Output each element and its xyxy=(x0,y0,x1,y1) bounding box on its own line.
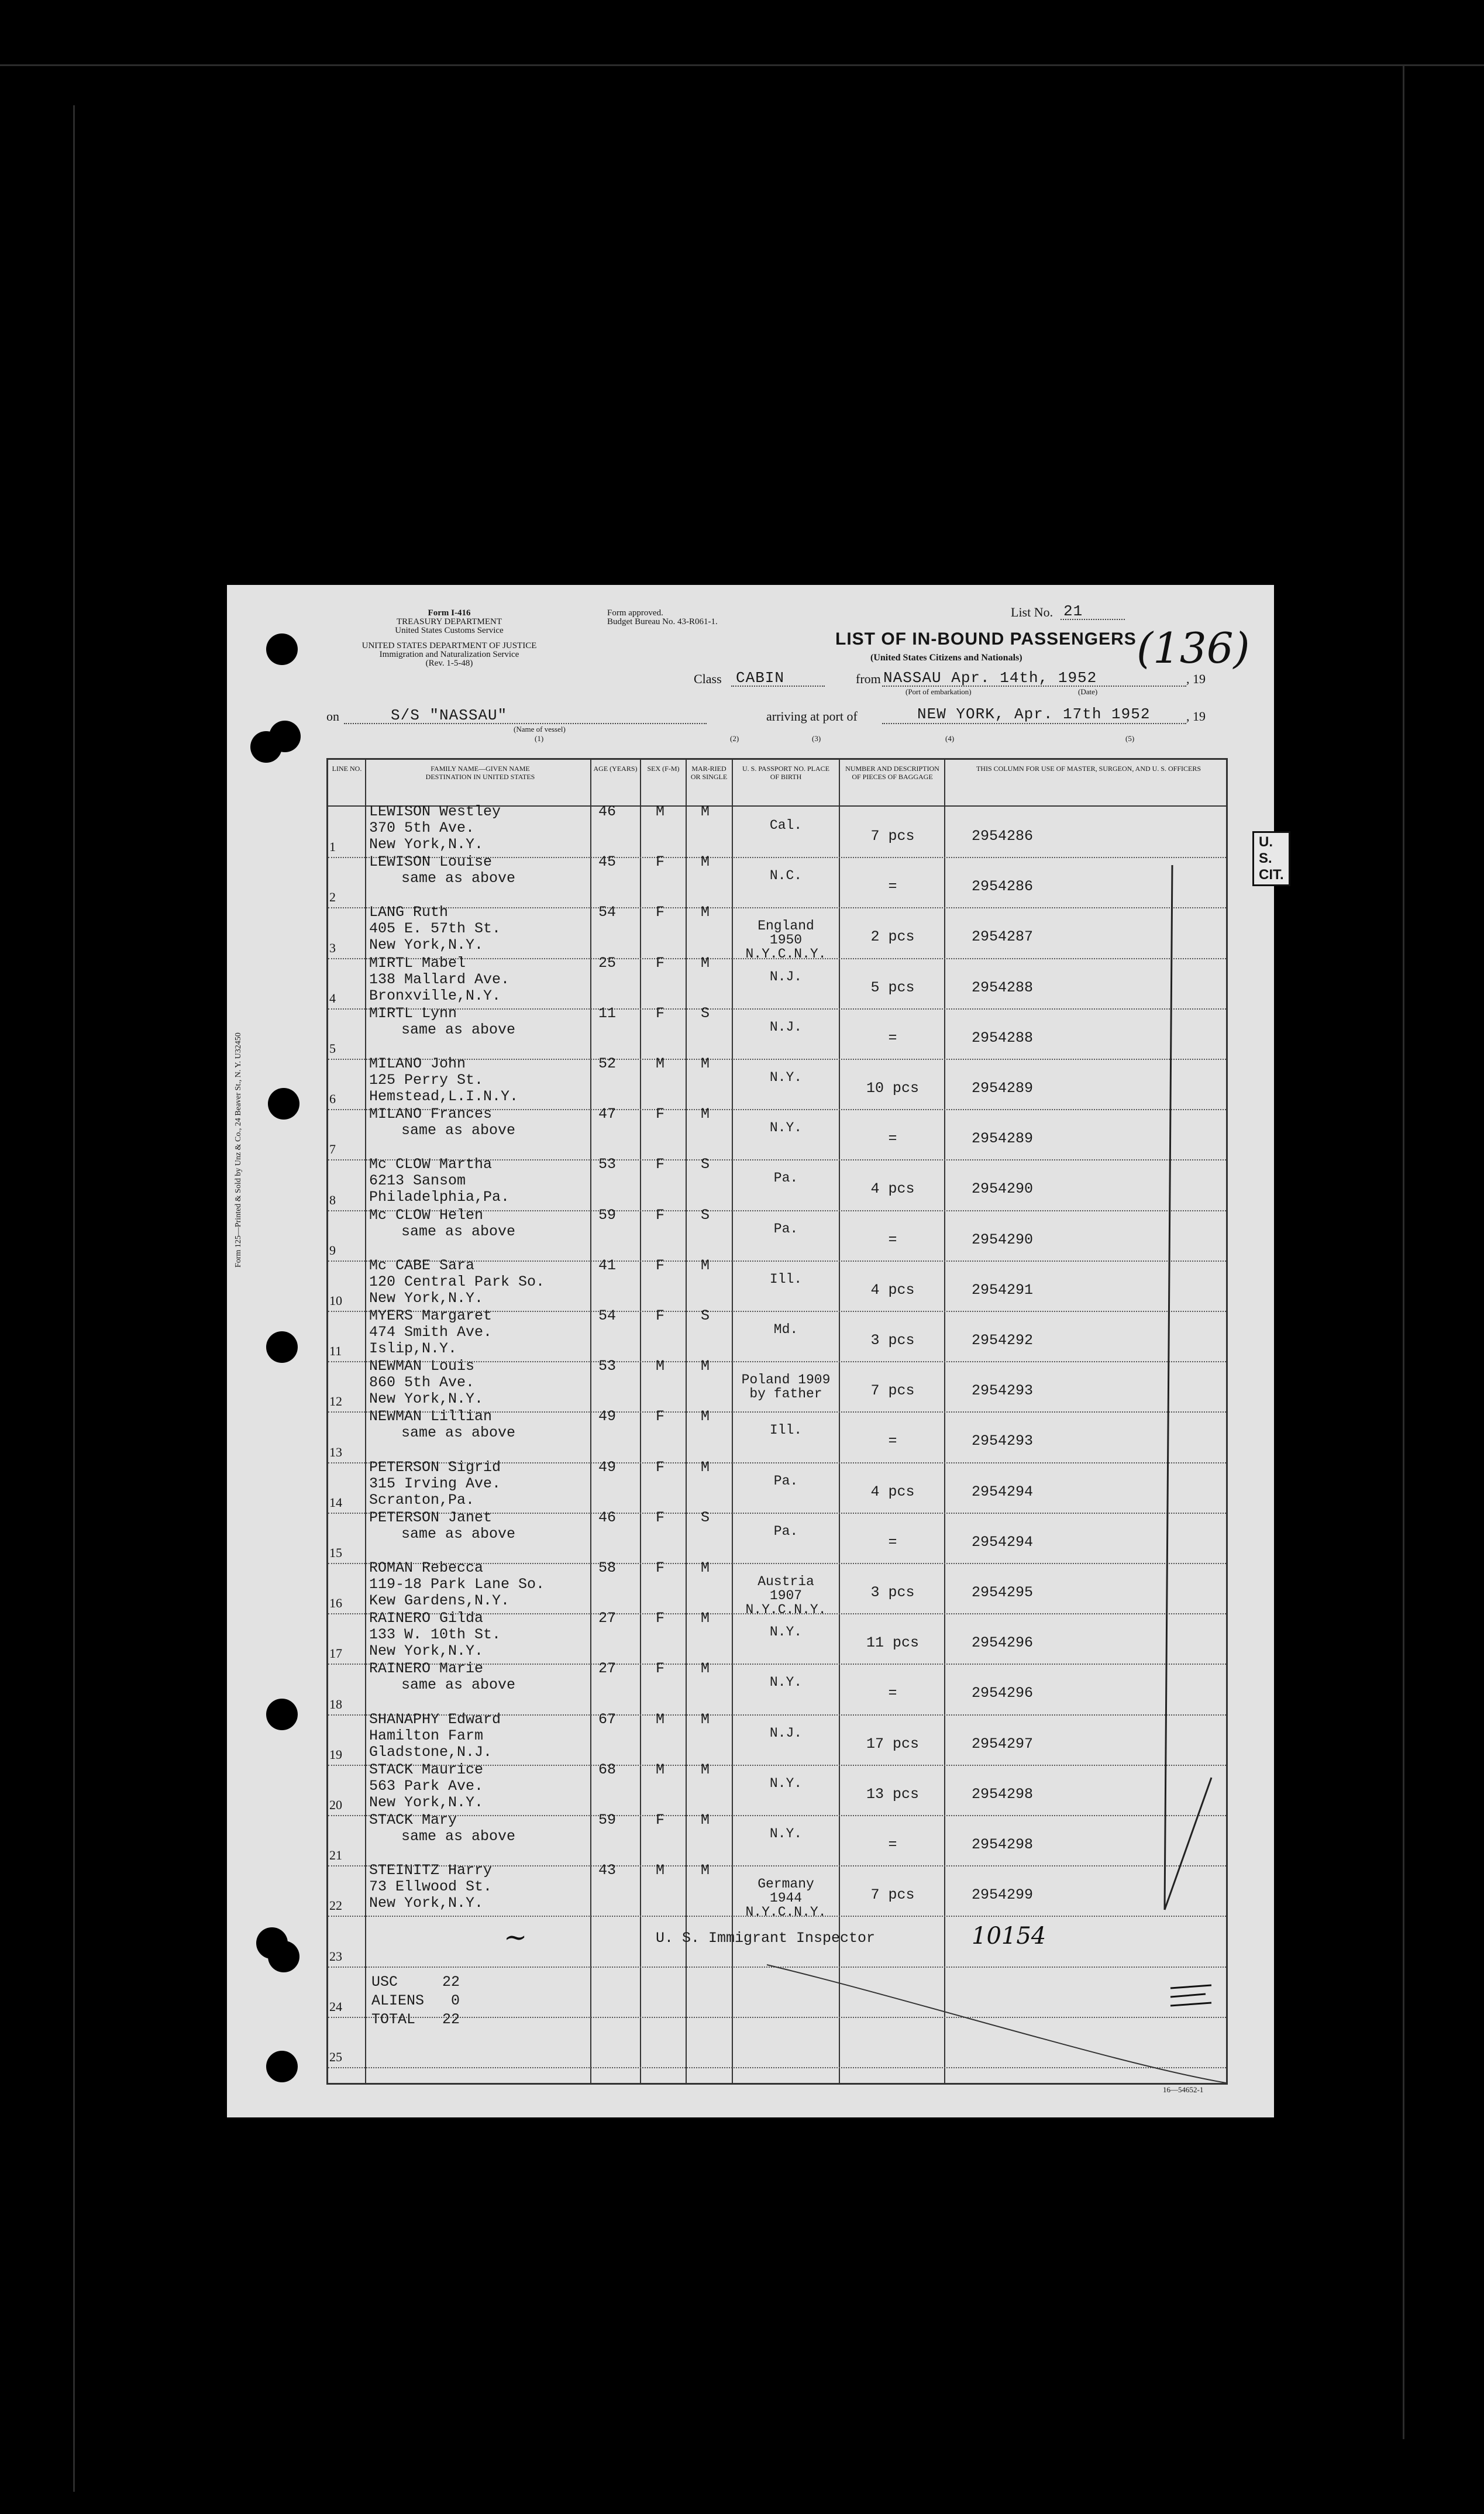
passenger-baggage: 4 pcs xyxy=(870,1281,915,1299)
passenger-marital: M xyxy=(701,803,710,820)
passenger-address: 119-18 Park Lane So. xyxy=(369,1576,545,1593)
line-number: 11 xyxy=(329,1344,342,1359)
punch-hole xyxy=(266,2051,298,2082)
passenger-sex: M xyxy=(656,1055,665,1072)
passenger-address: same as above xyxy=(401,1424,516,1442)
officer-check-line xyxy=(328,760,1226,2083)
customs-service: United States Customs Service xyxy=(395,626,504,635)
passenger-address: same as above xyxy=(401,870,516,887)
from-value: NASSAU Apr. 14th, 1952 xyxy=(883,669,1097,687)
passenger-birthplace: N.C. xyxy=(769,868,803,884)
passenger-address: 125 Perry St. xyxy=(369,1072,484,1089)
passenger-birthplace: N.Y. xyxy=(769,1070,803,1085)
passenger-sex: F xyxy=(656,1509,665,1526)
form-number: Form I-416 xyxy=(428,608,471,618)
passenger-sex: M xyxy=(656,803,665,820)
passenger-baggage: = xyxy=(888,1685,897,1702)
passenger-officer-number: 2954293 xyxy=(972,1432,1034,1450)
passenger-officer-number: 2954298 xyxy=(972,1785,1034,1803)
passenger-sex: F xyxy=(656,1004,665,1022)
passenger-marital: S xyxy=(701,1206,710,1224)
passenger-sex: F xyxy=(656,904,665,921)
passenger-marital: M xyxy=(701,1660,710,1678)
passenger-birthplace: N.Y. xyxy=(769,1775,803,1791)
line-number: 25 xyxy=(329,2050,342,2064)
passenger-marital: M xyxy=(701,1055,710,1072)
passenger-baggage: 17 pcs xyxy=(866,1735,919,1752)
passenger-baggage: 13 pcs xyxy=(866,1785,919,1803)
passenger-sex: M xyxy=(656,1862,665,1879)
passenger-baggage: 3 pcs xyxy=(870,1584,915,1601)
line-number: 1 xyxy=(329,839,336,855)
passenger-name: LEWISON Westley xyxy=(369,803,501,820)
budget-bureau: Budget Bureau No. 43-R061-1. xyxy=(607,617,718,626)
vessel-caption: (Name of vessel) xyxy=(514,725,566,733)
passenger-officer-number: 2954288 xyxy=(972,979,1034,996)
passenger-marital: M xyxy=(701,1106,710,1123)
treasury-department: TREASURY DEPARTMENT xyxy=(396,617,502,626)
passenger-officer-number: 2954294 xyxy=(972,1483,1034,1500)
line-number: 17 xyxy=(329,1646,342,1661)
line-number: 12 xyxy=(329,1394,342,1409)
passenger-address: Hamilton Farm xyxy=(369,1727,484,1744)
passenger-list-page xyxy=(227,585,1284,2117)
passenger-marital: M xyxy=(701,1559,710,1576)
column-number-3: (3) xyxy=(812,734,821,743)
passenger-age: 54 xyxy=(598,904,617,921)
header-name: FAMILY NAME—GIVEN NAME DESTINATION IN UNITED STATES xyxy=(425,764,535,781)
passenger-sex: M xyxy=(656,1710,665,1728)
passenger-age: 49 xyxy=(598,1458,617,1476)
passenger-marital: M xyxy=(701,1761,710,1778)
passenger-address: 6213 Sansom xyxy=(369,1172,466,1190)
passenger-city: Hemstead,L.I.N.Y. xyxy=(369,1088,519,1105)
passenger-sex: F xyxy=(656,1812,665,1828)
aliens-value: 0 xyxy=(451,1992,460,2009)
passenger-birthplace: Ill. xyxy=(769,1271,803,1287)
punch-hole xyxy=(266,1331,298,1363)
passenger-baggage: 7 pcs xyxy=(870,1886,915,1904)
passenger-marital: M xyxy=(701,1256,710,1274)
line-number: 16 xyxy=(329,1596,342,1611)
passenger-marital: M xyxy=(701,1458,710,1476)
usc-value: 22 xyxy=(442,1974,460,1990)
passenger-baggage: = xyxy=(888,1432,897,1450)
line-number: 9 xyxy=(329,1242,336,1258)
line-number: 23 xyxy=(329,1948,342,1964)
passenger-birthplace: England 1950 N.Y.C.N.Y. xyxy=(745,918,827,962)
embarkation-caption: (Port of embarkation) xyxy=(905,687,972,696)
passenger-name: STACK Mary xyxy=(369,1812,457,1828)
passenger-sex: F xyxy=(656,1610,665,1627)
passenger-birthplace: Austria 1907 N.Y.C.N.Y. xyxy=(745,1574,827,1617)
line-number: 2 xyxy=(329,890,336,905)
vessel-value: S/S "NASSAU" xyxy=(391,707,508,724)
passenger-sex: M xyxy=(656,1761,665,1778)
passenger-name: MILANO John xyxy=(369,1055,466,1072)
passenger-birthplace: N.Y. xyxy=(769,1826,803,1841)
passenger-city: Islip,N.Y. xyxy=(369,1340,457,1357)
inspector-label: U. S. Immigrant Inspector xyxy=(656,1930,876,1947)
line-number: 18 xyxy=(329,1696,342,1711)
passenger-address: 405 E. 57th St. xyxy=(369,920,501,938)
passenger-city: Bronxville,N.Y. xyxy=(369,987,501,1004)
department-of-justice: UNITED STATES DEPARTMENT OF JUSTICE xyxy=(361,641,537,650)
passenger-marital: M xyxy=(701,1710,710,1728)
usc-label: USC xyxy=(371,1974,398,1990)
passenger-age: 59 xyxy=(598,1812,617,1828)
passenger-address: 138 Mallard Ave. xyxy=(369,970,510,988)
passenger-sex: F xyxy=(656,1408,665,1425)
passenger-city: New York,N.Y. xyxy=(369,1642,484,1660)
passenger-baggage: = xyxy=(888,878,897,896)
passenger-address: 73 Ellwood St. xyxy=(369,1878,493,1896)
passenger-name: LEWISON Louise xyxy=(369,853,493,871)
arriving-label: arriving at port of xyxy=(766,709,858,724)
passenger-name: SHANAPHY Edward xyxy=(369,1710,501,1728)
passenger-city: Philadelphia,Pa. xyxy=(369,1189,510,1206)
passenger-marital: M xyxy=(701,1610,710,1627)
ins-service: Immigration and Naturalization Service xyxy=(379,650,519,659)
passenger-city: Gladstone,N.J. xyxy=(369,1743,493,1761)
passenger-baggage: 2 pcs xyxy=(870,928,915,946)
passenger-address: same as above xyxy=(401,1828,516,1845)
passenger-age: 49 xyxy=(598,1408,617,1425)
passenger-sex: F xyxy=(656,1156,665,1173)
passenger-age: 46 xyxy=(598,803,617,820)
line-number: 7 xyxy=(329,1142,336,1157)
passenger-birthplace: N.Y. xyxy=(769,1624,803,1640)
passenger-age: 46 xyxy=(598,1509,617,1526)
passenger-name: ROMAN Rebecca xyxy=(369,1559,484,1576)
passenger-address: same as above xyxy=(401,1676,516,1694)
vessel-dots xyxy=(344,723,707,724)
passenger-name: MIRTL Mabel xyxy=(369,954,466,972)
column-number-5: (5) xyxy=(1125,734,1135,743)
passenger-baggage: 4 pcs xyxy=(870,1180,915,1198)
frame-left-line xyxy=(73,105,75,2492)
passenger-baggage: 3 pcs xyxy=(870,1332,915,1349)
passenger-marital: S xyxy=(701,1509,710,1526)
passenger-baggage: 10 pcs xyxy=(866,1080,919,1097)
punch-hole xyxy=(268,1941,299,1972)
from-dots xyxy=(882,686,1186,687)
inspector-number: 10154 xyxy=(972,1923,1046,1950)
line-number: 24 xyxy=(329,1999,342,2014)
passenger-officer-number: 2954299 xyxy=(972,1886,1034,1904)
passenger-marital: M xyxy=(701,1358,710,1375)
passenger-address: 133 W. 10th St. xyxy=(369,1626,501,1644)
frame-right-line xyxy=(1403,64,1404,2439)
line-number: 5 xyxy=(329,1041,336,1056)
aliens-label: ALIENS xyxy=(371,1992,425,2009)
passenger-birthplace: N.J. xyxy=(769,1725,803,1741)
line-number: 15 xyxy=(329,1545,342,1560)
passenger-officer-number: 2954288 xyxy=(972,1029,1034,1046)
passenger-name: NEWMAN Louis xyxy=(369,1358,475,1375)
passenger-sex: F xyxy=(656,1206,665,1224)
arriving-year-label: , 19 xyxy=(1186,709,1206,724)
line-number: 3 xyxy=(329,940,336,955)
passenger-name: PETERSON Janet xyxy=(369,1509,493,1526)
passenger-sex: F xyxy=(656,1256,665,1274)
passenger-address: 563 Park Ave. xyxy=(369,1777,484,1795)
passenger-birthplace: N.Y. xyxy=(769,1675,803,1690)
passenger-birthplace: N.J. xyxy=(769,969,803,984)
passenger-officer-number: 2954286 xyxy=(972,828,1034,845)
passenger-marital: M xyxy=(701,1862,710,1879)
passenger-age: 27 xyxy=(598,1610,617,1627)
frame-top-line xyxy=(0,64,1484,66)
passenger-name: RAINERO Gilda xyxy=(369,1610,484,1627)
passenger-birthplace: N.Y. xyxy=(769,1120,803,1136)
passenger-birthplace: Cal. xyxy=(769,818,803,833)
passenger-address: 370 5th Ave. xyxy=(369,819,475,836)
passenger-officer-number: 2954296 xyxy=(972,1685,1034,1702)
passenger-name: MILANO Frances xyxy=(369,1106,493,1123)
passenger-marital: M xyxy=(701,1408,710,1425)
passenger-marital: S xyxy=(701,1307,710,1324)
line-number: 21 xyxy=(329,1848,342,1863)
header-officers: THIS COLUMN FOR USE OF MASTER, SURGEON, AND U. S. OFFICERS xyxy=(976,764,1201,773)
arriving-dots xyxy=(882,723,1186,724)
passenger-birthplace: Pa. xyxy=(773,1221,798,1237)
date-caption: (Date) xyxy=(1078,687,1098,696)
passenger-address: 474 Smith Ave. xyxy=(369,1324,493,1341)
on-label: on xyxy=(326,709,339,724)
passenger-officer-number: 2954297 xyxy=(972,1735,1034,1752)
form-approved: Form approved. xyxy=(607,608,663,618)
passenger-birthplace: Pa. xyxy=(773,1473,798,1489)
revision-date: (Rev. 1-5-48) xyxy=(425,659,473,668)
header-line-no: LINE NO. xyxy=(332,764,362,773)
passenger-sex: M xyxy=(656,1358,665,1375)
printer-side-text: Form 125—Printed & Sold by Unz & Co., 24 Beaver St., N. Y. U32450 xyxy=(234,1032,243,1268)
passenger-city: New York,N.Y. xyxy=(369,1895,484,1912)
passenger-age: 11 xyxy=(598,1004,617,1022)
column-number-2: (2) xyxy=(730,734,739,743)
passenger-birthplace: Ill. xyxy=(769,1423,803,1438)
passenger-baggage: = xyxy=(888,1231,897,1248)
passenger-age: 58 xyxy=(598,1559,617,1576)
passenger-city: Scranton,Pa. xyxy=(369,1491,475,1509)
passenger-age: 25 xyxy=(598,954,617,972)
passenger-age: 41 xyxy=(598,1256,617,1274)
passenger-officer-number: 2954289 xyxy=(972,1130,1034,1148)
passenger-officer-number: 2954294 xyxy=(972,1533,1034,1551)
passenger-baggage: = xyxy=(888,1130,897,1148)
passenger-officer-number: 2954287 xyxy=(972,928,1034,946)
passenger-name: LANG Ruth xyxy=(369,904,449,921)
passenger-city: New York,N.Y. xyxy=(369,1390,484,1408)
passenger-address: 860 5th Ave. xyxy=(369,1374,475,1392)
punch-hole xyxy=(266,1699,298,1730)
header-baggage: NUMBER AND DESCRIPTION OF PIECES OF BAGGAGE xyxy=(845,764,939,781)
header-passport: U. S. PASSPORT NO. PLACE OF BIRTH xyxy=(742,764,829,781)
from-label: from xyxy=(856,671,881,686)
line-number: 10 xyxy=(329,1293,342,1308)
footer-code: 16—54652-1 xyxy=(1163,2085,1204,2094)
passenger-age: 53 xyxy=(598,1156,617,1173)
passenger-birthplace: Pa. xyxy=(773,1523,798,1539)
passenger-officer-number: 2954296 xyxy=(972,1634,1034,1652)
passenger-officer-number: 2954292 xyxy=(972,1332,1034,1349)
passenger-address: 315 Irving Ave. xyxy=(369,1475,501,1492)
header-age: AGE (YEARS) xyxy=(593,764,638,773)
passenger-address: same as above xyxy=(401,1021,516,1038)
passenger-sex: F xyxy=(656,1106,665,1123)
passenger-name: STEINITZ Harry xyxy=(369,1862,493,1879)
passenger-officer-number: 2954289 xyxy=(972,1080,1034,1097)
total-label: TOTAL xyxy=(371,2011,416,2028)
passenger-birthplace: Pa. xyxy=(773,1170,798,1186)
passenger-age: 45 xyxy=(598,853,617,871)
passenger-name: MYERS Margaret xyxy=(369,1307,493,1324)
passenger-address: same as above xyxy=(401,1122,516,1139)
passenger-address: 120 Central Park So. xyxy=(369,1273,545,1290)
header-married: MAR-RIED OR SINGLE xyxy=(690,764,728,781)
passenger-age: 43 xyxy=(598,1862,617,1879)
passenger-baggage: 11 pcs xyxy=(866,1634,919,1652)
passenger-table xyxy=(326,758,1284,2085)
line-number: 20 xyxy=(329,1797,342,1812)
passenger-marital: S xyxy=(701,1156,710,1173)
passenger-baggage: 7 pcs xyxy=(870,828,915,845)
passenger-name: Mc CLOW Martha xyxy=(369,1156,493,1173)
line-number: 19 xyxy=(329,1747,342,1762)
passenger-city: Kew Gardens,N.Y. xyxy=(369,1592,510,1609)
column-number-4: (4) xyxy=(945,734,955,743)
passenger-marital: M xyxy=(701,904,710,921)
passenger-name: RAINERO Marie xyxy=(369,1660,484,1678)
passenger-officer-number: 2954286 xyxy=(972,878,1034,896)
line-number: 4 xyxy=(329,990,336,1005)
passenger-city: New York,N.Y. xyxy=(369,1289,484,1307)
passenger-address: same as above xyxy=(401,1222,516,1240)
passenger-age: 47 xyxy=(598,1106,617,1123)
passenger-name: Mc CABE Sara xyxy=(369,1256,475,1274)
punch-hole xyxy=(266,633,298,665)
passenger-officer-number: 2954290 xyxy=(972,1231,1034,1248)
vessel-column-number: (1) xyxy=(535,734,544,743)
passenger-city: New York,N.Y. xyxy=(369,836,484,853)
passenger-age: 54 xyxy=(598,1307,617,1324)
passenger-sex: F xyxy=(656,954,665,972)
from-year-label: , 19 xyxy=(1186,671,1206,686)
document-subtitle: (United States Citizens and Nationals) xyxy=(870,653,1022,663)
passenger-sex: F xyxy=(656,853,665,871)
passenger-age: 27 xyxy=(598,1660,617,1678)
passenger-age: 52 xyxy=(598,1055,617,1072)
total-value: 22 xyxy=(442,2011,460,2028)
passenger-baggage: 5 pcs xyxy=(870,979,915,996)
inspector-signature: ~ xyxy=(504,1921,528,1954)
passenger-age: 59 xyxy=(598,1206,617,1224)
passenger-name: Mc CLOW Helen xyxy=(369,1206,484,1224)
class-value: CABIN xyxy=(736,669,785,687)
passenger-name: STACK Maurice xyxy=(369,1761,484,1778)
list-no-value: 21 xyxy=(1063,602,1083,620)
passenger-officer-number: 2954293 xyxy=(972,1382,1034,1400)
passenger-sex: F xyxy=(656,1660,665,1678)
passenger-birthplace: Md. xyxy=(773,1322,798,1337)
arriving-value: NEW YORK, Apr. 17th 1952 xyxy=(917,705,1151,723)
handwritten-list-number: (136) xyxy=(1137,624,1250,673)
passenger-baggage: 4 pcs xyxy=(870,1483,915,1500)
passenger-city: New York,N.Y. xyxy=(369,936,484,954)
passenger-age: 67 xyxy=(598,1710,617,1728)
passenger-sex: F xyxy=(656,1307,665,1324)
passenger-address: same as above xyxy=(401,1525,516,1542)
passenger-name: NEWMAN Lillian xyxy=(369,1408,493,1425)
passenger-baggage: = xyxy=(888,1836,897,1853)
passenger-name: MIRTL Lynn xyxy=(369,1004,457,1022)
punch-hole xyxy=(269,721,301,752)
passenger-city: New York,N.Y. xyxy=(369,1793,484,1811)
passenger-sex: F xyxy=(656,1559,665,1576)
us-citizen-stamp: U. S. CIT. xyxy=(1252,831,1290,886)
passenger-officer-number: 2954291 xyxy=(972,1281,1034,1299)
line-number: 22 xyxy=(329,1898,342,1913)
line-number: 14 xyxy=(329,1494,342,1510)
passenger-age: 53 xyxy=(598,1358,617,1375)
passenger-baggage: = xyxy=(888,1533,897,1551)
passenger-marital: M xyxy=(701,1812,710,1828)
class-label: Class xyxy=(694,671,722,686)
line-number: 8 xyxy=(329,1192,336,1207)
passenger-birthplace: Germany 1944 N.Y.C.N.Y. xyxy=(745,1876,827,1920)
line-number: 13 xyxy=(329,1444,342,1459)
passenger-birthplace: N.J. xyxy=(769,1019,803,1035)
passenger-baggage: 7 pcs xyxy=(870,1382,915,1400)
line-number: 6 xyxy=(329,1091,336,1107)
passenger-officer-number: 2954295 xyxy=(972,1584,1034,1601)
passenger-marital: S xyxy=(701,1004,710,1022)
header-sex: SEX (F-M) xyxy=(647,764,680,773)
document-title: LIST OF IN-BOUND PASSENGERS xyxy=(835,629,1137,649)
passenger-officer-number: 2954298 xyxy=(972,1836,1034,1853)
punch-hole xyxy=(268,1088,299,1120)
passenger-sex: F xyxy=(656,1458,665,1476)
passenger-name: PETERSON Sigrid xyxy=(369,1458,501,1476)
passenger-officer-number: 2954290 xyxy=(972,1180,1034,1198)
passenger-marital: M xyxy=(701,853,710,871)
passenger-age: 68 xyxy=(598,1761,617,1778)
class-dots xyxy=(731,686,825,687)
passenger-birthplace: Poland 1909 by father xyxy=(741,1372,831,1402)
passenger-baggage: = xyxy=(888,1029,897,1046)
list-no-label: List No. xyxy=(1011,605,1053,619)
passenger-marital: M xyxy=(701,954,710,972)
